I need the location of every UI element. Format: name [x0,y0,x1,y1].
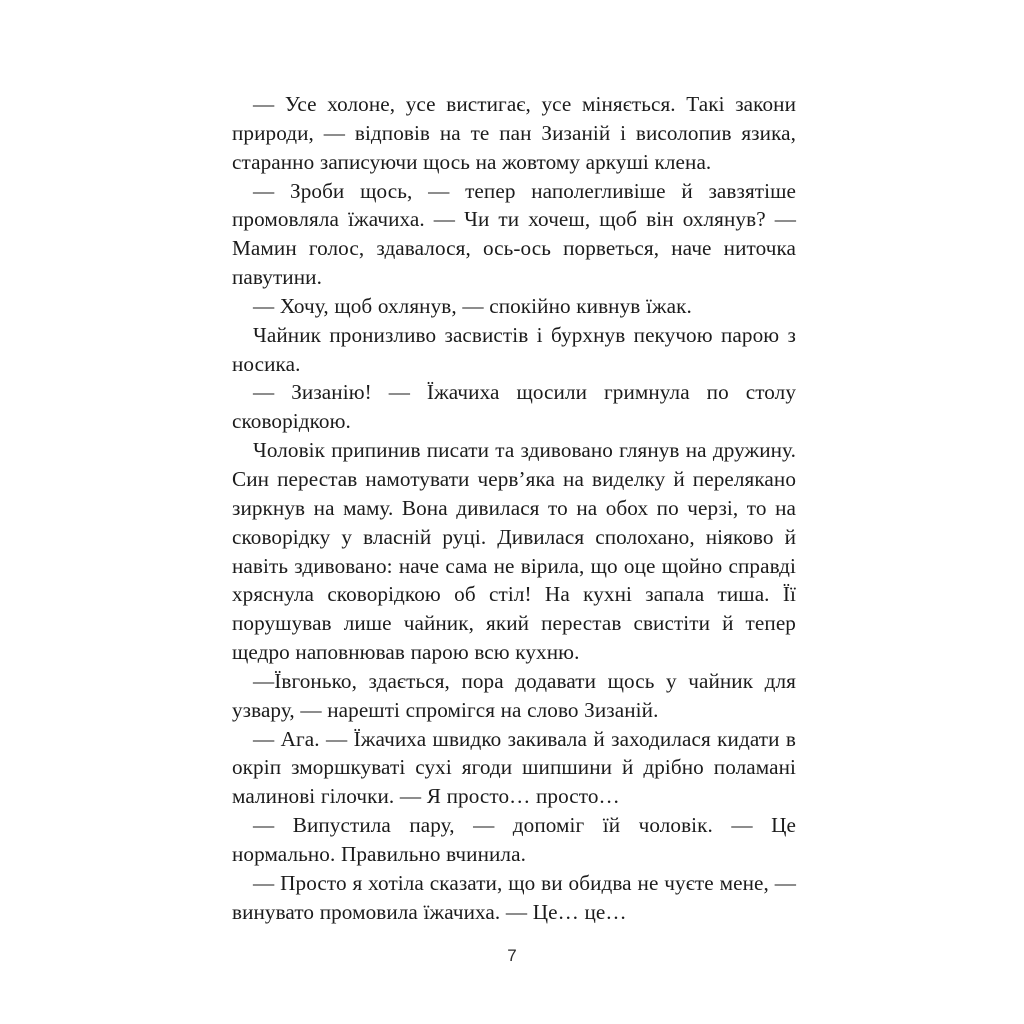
paragraph: Чоловік припинив писати та здивовано глянув на дружину. Син перестав намотувати черв’яка на виделку й перелякано зиркнув на маму. Вона дивилася то на обох по черзі, то на сковорідку у власній руці. Дивилася сполохано, ніяково й навіть здивовано: наче сама не вірила, що оце щойно справді хряснула сковорідкою об стіл! На кухні запала тиша. Її порушував лише чайник, який перестав свистіти й тепер щедро наповнював парою всю кухню. [232,438,796,665]
page-number: 7 [507,946,517,965]
paragraph: — Просто я хотіла сказати, що ви обидва не чуєте мене, — винувато промовила їжачиха. — Це… це… [232,870,796,924]
paragraph: —Ївгонько, здається, пора додавати щось у чайник для узвару, — нарешті спромігся на слово Зизаній. [232,668,796,722]
paragraph: — Ага. — Їжачиха швидко закивала й заходилася кидати в окріп зморшкуваті сухі ягоди шипшини й дрібно поламані малинові гілочки. — Я просто… просто… [232,726,796,809]
paragraph: — Зизанію! — Їжачиха щосили гримнула по столу сковорідкою. [232,380,796,434]
body-text-column [232,90,796,926]
paragraph: — Зроби щось, — тепер наполегливіше й завзятіше промовляла їжачиха. — Чи ти хочеш, щоб він охлянув? — Мамин голос, здавалося, ось-ось порветься, наче ниточка павутини. [232,178,796,290]
paragraph: — Випустила пару, — допоміг їй чоловік. — Це нормально. Правильно вчинила. [232,813,796,866]
paragraph: — Хочу, щоб охлянув, — спокійно кивнув їжак. [253,293,692,318]
paragraph: — Усе холоне, усе вистигає, усе міняється. Такі закони природи, — відповів на те пан Зизаній і висолопив язика, старанно записуючи щось на жовтому аркуші клена. [232,92,796,174]
paragraph: Чайник пронизливо засвистів і бурхнув пекучою парою з носика. [232,322,796,376]
